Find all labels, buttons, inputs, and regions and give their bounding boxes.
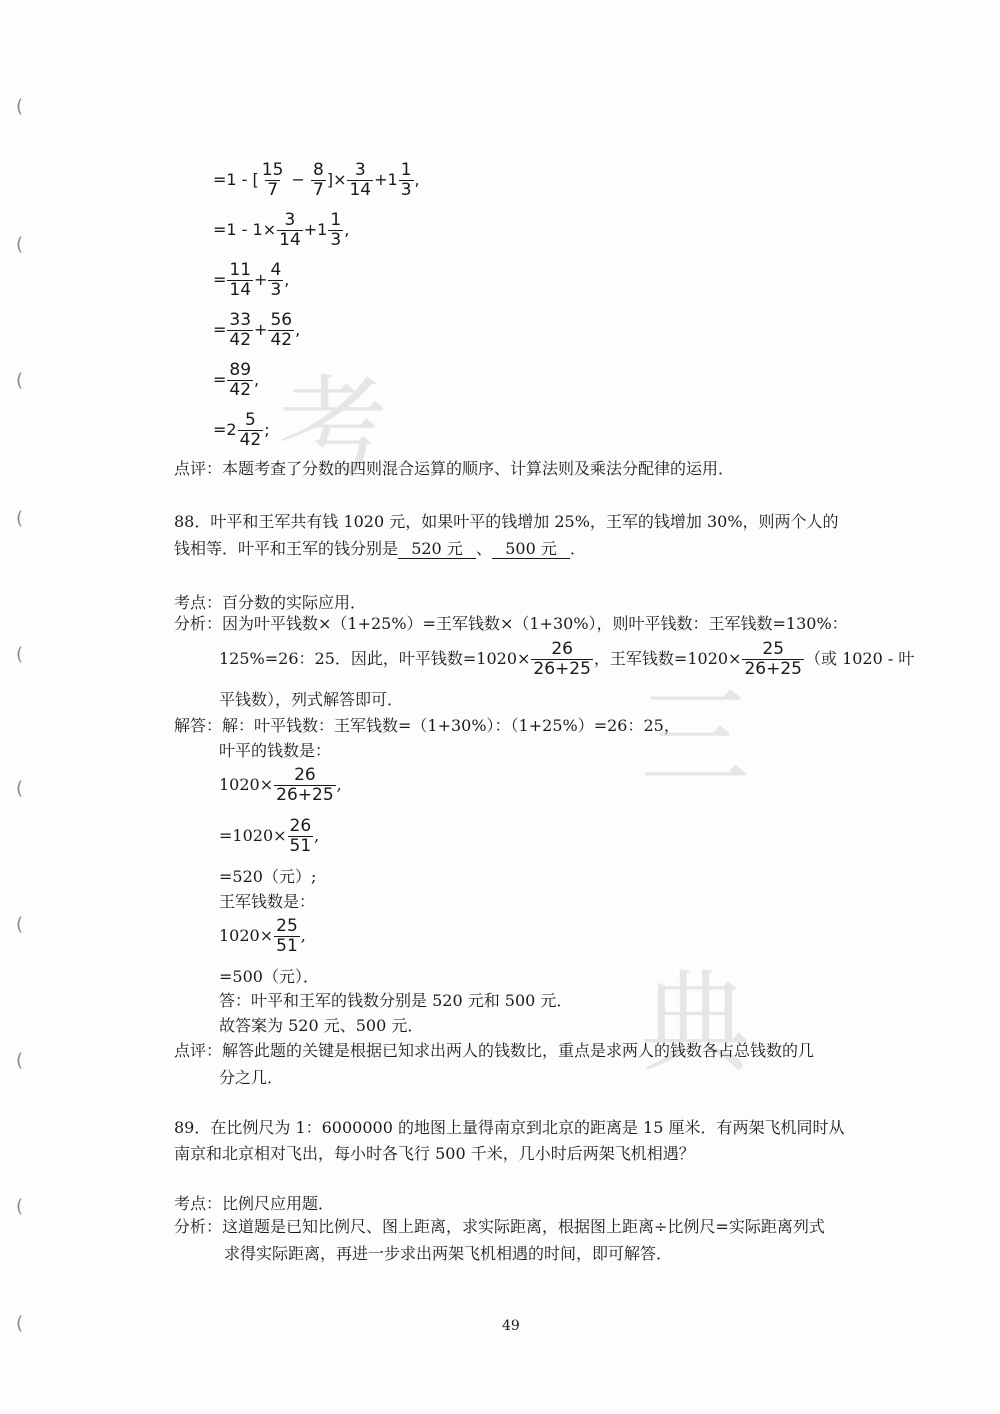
q88-fenxi-1: 分析：因为叶平钱数×（1+25%）=王军钱数×（1+30%），则叶平钱数：王军钱数=130%： <box>174 614 848 633</box>
q88-step-4: 王军钱数是： <box>219 892 316 911</box>
calc-step-1: =1 - [ $\frac{15}{7}$ − $\frac{8}{7}$ ]× $\frac{3}{14}$ +1 $\frac{1}{3}$ , <box>213 160 420 200</box>
binder-mark: ( <box>16 1050 24 1071</box>
binder-mark: ( <box>16 96 24 117</box>
q89-line1: 89．在比例尺为 1：6000000 的地图上量得南京到北京的距离是 15 厘米．有两架飞机同时从 <box>174 1118 845 1137</box>
q88-line2: 钱相等．叶平和王军的钱分别是 520 元 、 500 元 ． <box>174 539 587 558</box>
q88-jieda-2: 叶平的钱数是： <box>219 741 332 760</box>
binder-mark: ( <box>16 644 24 665</box>
calc-step-3: = $\frac{11}{14}$ + $\frac{4}{3}$ , <box>213 260 290 300</box>
calc-step-2: =1 - 1× $\frac{3}{14}$ +1 $\frac{1}{3}$ , <box>213 210 350 250</box>
q88-answer-2: 500 元 <box>492 541 570 559</box>
watermark-char: 考 <box>278 364 388 492</box>
calc-step-5: = $\frac{89}{42}$ , <box>213 360 260 400</box>
q88-step-7: 答：叶平和王军的钱数分别是 520 元和 500 元． <box>219 991 573 1010</box>
q89-kaodian: 考点：比例尺应用题． <box>174 1194 335 1213</box>
q88-jieda-1: 解答：解：叶平钱数：王军钱数=（1+30%）：（1+25%）=26：25， <box>174 716 680 735</box>
calc-step-4: = $\frac{33}{42}$ + $\frac{56}{42}$ , <box>213 310 301 350</box>
calc-step-6: =2 $\frac{5}{42}$ ; <box>213 410 270 450</box>
q88-step-3: =520（元）; <box>219 867 317 886</box>
q88-step-8: 故答案为 520 元、500 元． <box>219 1016 424 1035</box>
page-number: 49 <box>502 1318 520 1334</box>
q89-fenxi-2: 求得实际距离，再进一步求出两架飞机相遇的时间，即可解答． <box>224 1244 673 1263</box>
q88-step-1: 1020× $\frac{26}{26+25}$ , <box>219 765 342 805</box>
q88-fenxi-2: 125%=26：25．因此，叶平钱数=1020× $\frac{26}{26+25}$ ，王军钱数=1020× $\frac{25}{26+25}$ （或 1020 - 叶 <box>219 639 915 679</box>
review-87: 点评：本题考查了分数的四则混合运算的顺序、计算法则及乘法分配律的运用． <box>174 459 735 478</box>
binder-mark: ( <box>16 1313 24 1334</box>
watermark-char: 典 <box>640 959 750 1087</box>
q88-review-2: 分之几． <box>219 1068 284 1087</box>
q88-answer-1: 520 元 <box>398 541 476 559</box>
q88-fenxi-3: 平钱数），列式解答即可． <box>219 690 404 709</box>
q88-line1: 88．叶平和王军共有钱 1020 元，如果叶平的钱增加 25%，王军的钱增加 30%，则两个人的 <box>174 512 839 531</box>
binder-mark: ( <box>16 370 24 391</box>
watermark-char: 三 <box>640 674 750 802</box>
q89-fenxi-1: 分析：这道题是已知比例尺、图上距离，求实际距离，根据图上距离÷比例尺=实际距离列式 <box>174 1217 825 1236</box>
binder-mark: ( <box>16 1196 24 1217</box>
q88-step-6: =500（元）． <box>219 967 319 986</box>
q88-step-2: =1020× $\frac{26}{51}$ , <box>219 816 320 856</box>
q88-step-5: 1020× $\frac{25}{51}$ , <box>219 916 306 956</box>
binder-mark: ( <box>16 778 24 799</box>
binder-mark: ( <box>16 508 24 529</box>
binder-mark: ( <box>16 914 24 935</box>
q88-review-1: 点评：解答此题的关键是根据已知求出两人的钱数比，重点是求两人的钱数各占总钱数的几 <box>174 1041 815 1060</box>
binder-mark: ( <box>16 234 24 255</box>
q89-line2: 南京和北京相对飞出，每小时各飞行 500 千米，几小时后两架飞机相遇？ <box>174 1144 695 1163</box>
q88-kaodian: 考点：百分数的实际应用． <box>174 593 367 612</box>
